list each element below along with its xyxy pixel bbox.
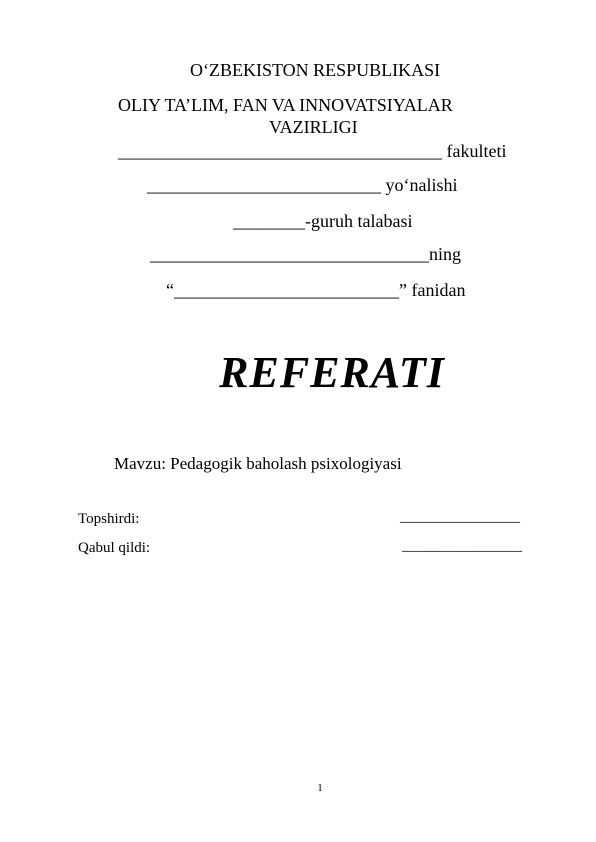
- subject-field: “_________________________” fanidan: [166, 280, 466, 300]
- country-name: O‘ZBEKISTON RESPUBLIKASI: [190, 60, 441, 80]
- submitted-signature-line: ________________: [400, 509, 520, 525]
- accepted-label: Qabul qildi:: [78, 540, 151, 556]
- ministry-line-1: OLIY TA’LIM, FAN VA INNOVATSIYALAR: [118, 95, 453, 115]
- student-field: _______________________________ning: [150, 244, 462, 264]
- document-title: REFERATI: [219, 348, 445, 397]
- ministry-line-2: VAZIRLIGI: [269, 117, 358, 137]
- submitted-label: Topshirdi:: [78, 511, 140, 527]
- direction-field: __________________________ yo‘nalishi: [147, 175, 458, 195]
- faculty-field: ____________________________________ fakulteti: [118, 141, 507, 161]
- group-field: ________-guruh talabasi: [233, 211, 413, 231]
- topic-line: Mavzu: Pedagogik baholash psixologiyasi: [114, 454, 402, 473]
- page-number: 1: [317, 782, 323, 794]
- accepted-signature-line: ________________: [402, 538, 522, 554]
